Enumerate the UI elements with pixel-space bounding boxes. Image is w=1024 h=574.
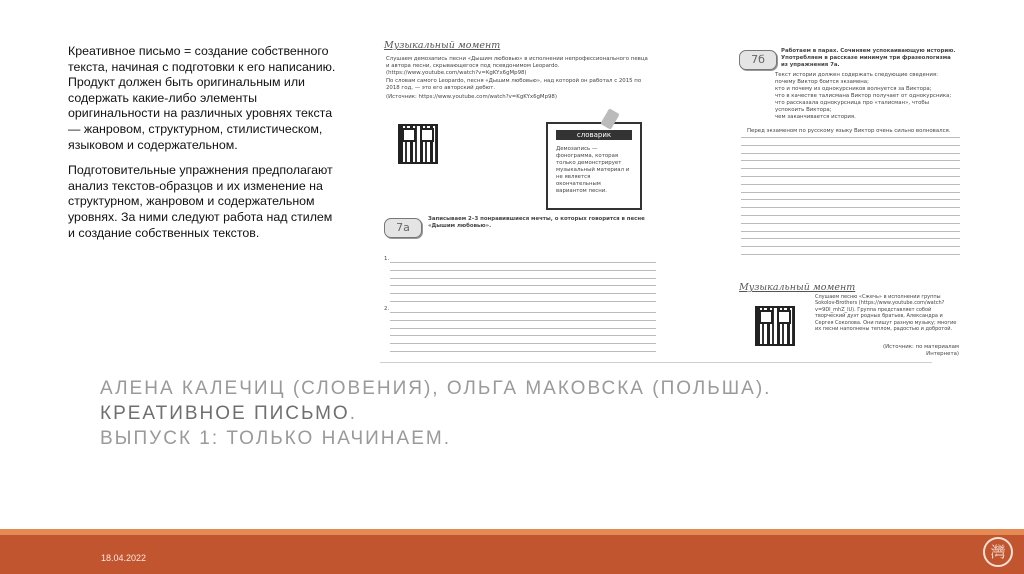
dictionary-box bbox=[546, 122, 642, 210]
task-badge-7b: 7б bbox=[739, 50, 777, 70]
dictionary-text: Демозапись — фонограмма, которая только демонстрирует музыкальный материал и не является окончательным вариантом песни. bbox=[556, 146, 630, 194]
task-7a-text: Записываем 2–3 понравившиеся мечты, о которых говорится в песне «Дышим любовью». bbox=[428, 216, 645, 229]
credits-book: КРЕАТИВНОЕ ПИСЬМО. bbox=[100, 403, 357, 424]
paragraph-exercises: Подготовительные упражнения предполагают анализ текстов-образцов и их изменение на структурном, жанровом и содержательном уровнях. За ними следуют работа над стилем и создание собственных текстов. bbox=[68, 163, 333, 240]
requirements-intro: Текст истории должен содержать следующие сведения: bbox=[775, 72, 938, 78]
music-intro-2: По словам самого Leopardo, песня «Дышим любовью», над которой он работал с 2015 по 2018 год, — это его авторский дебют. bbox=[386, 78, 642, 91]
answer-lines-1 bbox=[390, 262, 656, 309]
answer-item-2: 2. bbox=[384, 306, 390, 312]
story-prompt: Перед экзаменом по русскому языку Виктор очень сильно волновался. bbox=[747, 128, 951, 134]
book-title: КРЕАТИВНОЕ ПИСЬМО bbox=[100, 403, 350, 424]
requirement-item: что в качестве талисмана Виктор получает от однокурсника; bbox=[775, 93, 952, 99]
textbook-page-left bbox=[380, 40, 656, 352]
requirement-item: чем заканчивается история. bbox=[775, 114, 856, 120]
music-moment-heading-right: Музыкальный момент bbox=[739, 282, 856, 293]
task-badge-7a: 7а bbox=[384, 218, 422, 238]
requirement-item: почему Виктор боится экзамена; bbox=[775, 79, 869, 85]
music-intro: Слушаем демозапись песни «Дышим любовью» в исполнении непрофессионального певца и автора песни, скрывающегося под псевдонимом Leopardo. (https://www.youtube.com/watch?v=KgKYx6gMp98) bbox=[386, 56, 648, 76]
requirement-item: что рассказала однокурсница про «талисман», чтобы успокоить Виктора; bbox=[775, 100, 930, 113]
answer-item-1: 1. bbox=[384, 256, 390, 262]
answer-lines-2 bbox=[390, 312, 656, 359]
music-source: (Источник: https://www.youtube.com/watch?v=KgKYx6gMp98) bbox=[386, 94, 557, 100]
dictionary-title: словарик bbox=[556, 130, 632, 140]
credits-issue: ВЫПУСК 1: ТОЛЬКО НАЧИНАЕМ. bbox=[100, 428, 451, 449]
credits-title bbox=[100, 376, 980, 451]
credits-authors: АЛЕНА КАЛЕЧИЦ (СЛОВЕНИЯ), ОЛЬГА МАКОВСКА (ПОЛЬША). bbox=[100, 378, 772, 399]
textbook-page-right bbox=[735, 40, 960, 357]
qr-code-right bbox=[755, 306, 795, 346]
divider-line bbox=[380, 362, 932, 363]
footer-date: 18.04.2022 bbox=[101, 553, 147, 563]
task-7b-text: Работаем в парах. Сочиняем успокаивающую историю. Употребляем в рассказе минимум три фразеологизма из упражнения 7а. bbox=[781, 48, 956, 68]
main-text bbox=[68, 44, 338, 251]
footer-bar bbox=[0, 529, 1024, 574]
paragraph-definition: Креативное письмо = создание собственного текста, начиная с подготовки к его написанию. Продукт должен быть оригинальным или содержать какие-либо элементы оригинальности на различных уровнях текста — жанровом, структурном, стилистическом, языковом и содержательном. bbox=[68, 44, 336, 152]
requirement-item: кто и почему из однокурсников волнуется за Виктора; bbox=[775, 86, 932, 92]
music-text-right: Слушаем песню «Сжечь» в исполнении группы Sokolov-Brothers (https://www.youtube.com/watch?v=9DI_mhZ_lU). Группа представляет собой творческий дуэт родных братьев, Александра и Сергея Соколова. Они пишут разную музыку; многие их песни наполнены теплом, радостью и добротой. bbox=[815, 294, 957, 333]
story-lines bbox=[741, 137, 960, 262]
logo-icon: 灣 bbox=[983, 537, 1013, 567]
music-source-right: (Источник: по материалам Интернета) bbox=[883, 344, 959, 357]
music-moment-heading: Музыкальный момент bbox=[384, 40, 501, 51]
requirements-list bbox=[775, 79, 959, 121]
qr-code bbox=[398, 124, 438, 164]
